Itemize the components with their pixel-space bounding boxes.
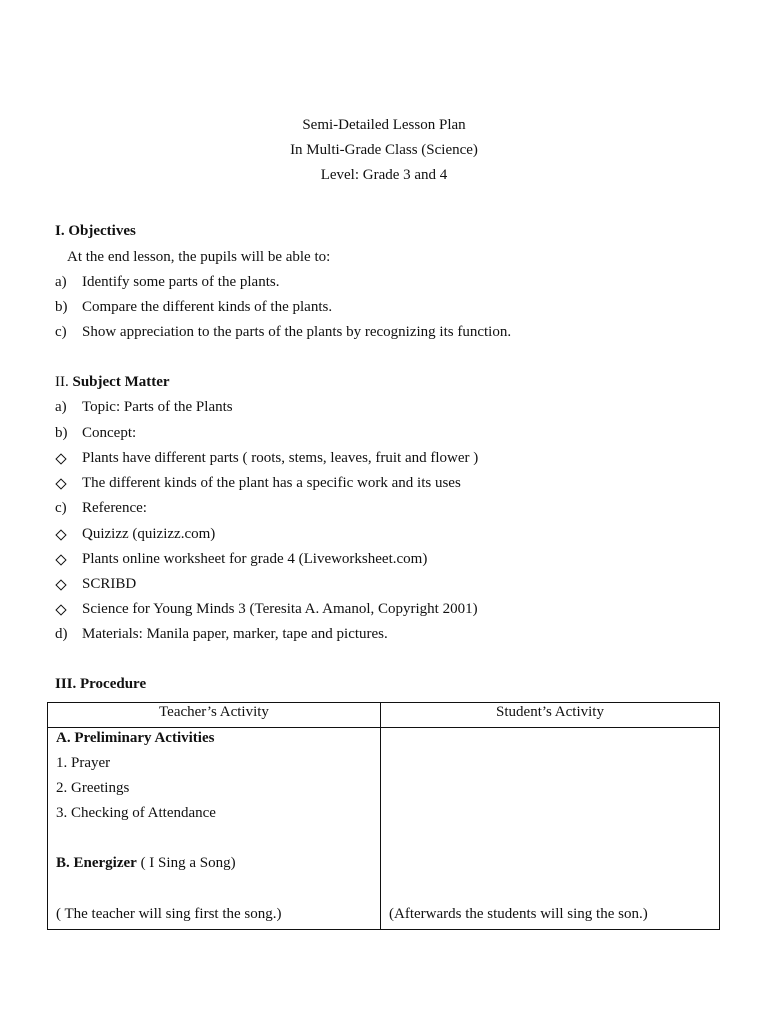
diamond-bullet-icon [55, 529, 66, 540]
procedure-table [47, 702, 720, 930]
topic-text: Topic: Parts of the Plants [82, 399, 233, 415]
diamond-bullet-icon [55, 579, 66, 590]
preliminary-item: 2. Greetings [56, 780, 130, 796]
objective-marker: b) [55, 299, 68, 315]
diamond-bullet-icon [55, 554, 66, 565]
student-activity-header: Student’s Activity [381, 703, 720, 728]
procedure-heading: III. Procedure [55, 676, 147, 692]
concept-label: Concept: [82, 425, 137, 441]
table-header-row [48, 703, 720, 728]
preliminary-item: 3. Checking of Attendance [56, 805, 216, 821]
reference-bullet: Plants online worksheet for grade 4 (Liveworksheet.com) [82, 551, 428, 567]
teacher-activity-header: Teacher’s Activity [48, 703, 381, 728]
student-activity-cell [381, 728, 720, 930]
objectives-intro: At the end lesson, the pupils will be able to: [67, 249, 331, 265]
document-subtitle: In Multi-Grade Class (Science) [290, 142, 478, 158]
reference-label: Reference: [82, 500, 147, 516]
objective-item: Show appreciation to the parts of the plants by recognizing its function. [82, 324, 512, 340]
materials-text: Materials: Manila paper, marker, tape and pictures. [82, 626, 388, 642]
student-note: (Afterwards the students will sing the son.) [389, 906, 648, 922]
concept-bullet: The different kinds of the plant has a specific work and its uses [82, 475, 461, 491]
diamond-bullet-icon [55, 604, 66, 615]
diamond-bullet-icon [55, 478, 66, 489]
objectives-heading: I. Objectives [55, 223, 136, 239]
table-row [48, 728, 720, 930]
objective-item: Identify some parts of the plants. [82, 274, 280, 290]
diamond-bullet-icon [55, 453, 66, 464]
reference-bullet: SCRIBD [82, 576, 137, 592]
preliminary-item: 1. Prayer [56, 755, 111, 771]
reference-bullet: Science for Young Minds 3 (Teresita A. Amanol, Copyright 2001) [82, 601, 478, 617]
concept-bullet: Plants have different parts ( roots, stems, leaves, fruit and flower ) [82, 450, 479, 466]
topic-marker: a) [55, 399, 67, 415]
objective-marker: c) [55, 324, 67, 340]
subject-matter-heading: II. Subject Matter [55, 374, 170, 390]
document-title: Semi-Detailed Lesson Plan [302, 117, 466, 133]
energizer-line: B. Energizer ( I Sing a Song) [56, 855, 236, 871]
objective-marker: a) [55, 274, 67, 290]
objective-item: Compare the different kinds of the plants. [82, 299, 333, 315]
materials-marker: d) [55, 626, 68, 642]
reference-marker: c) [55, 500, 67, 516]
concept-marker: b) [55, 425, 68, 441]
teacher-note: ( The teacher will sing first the song.) [56, 906, 282, 922]
grade-level: Level: Grade 3 and 4 [320, 167, 448, 183]
preliminary-heading: A. Preliminary Activities [56, 730, 215, 746]
teacher-activity-cell [48, 728, 381, 930]
reference-bullet: Quizizz (quizizz.com) [82, 526, 216, 542]
